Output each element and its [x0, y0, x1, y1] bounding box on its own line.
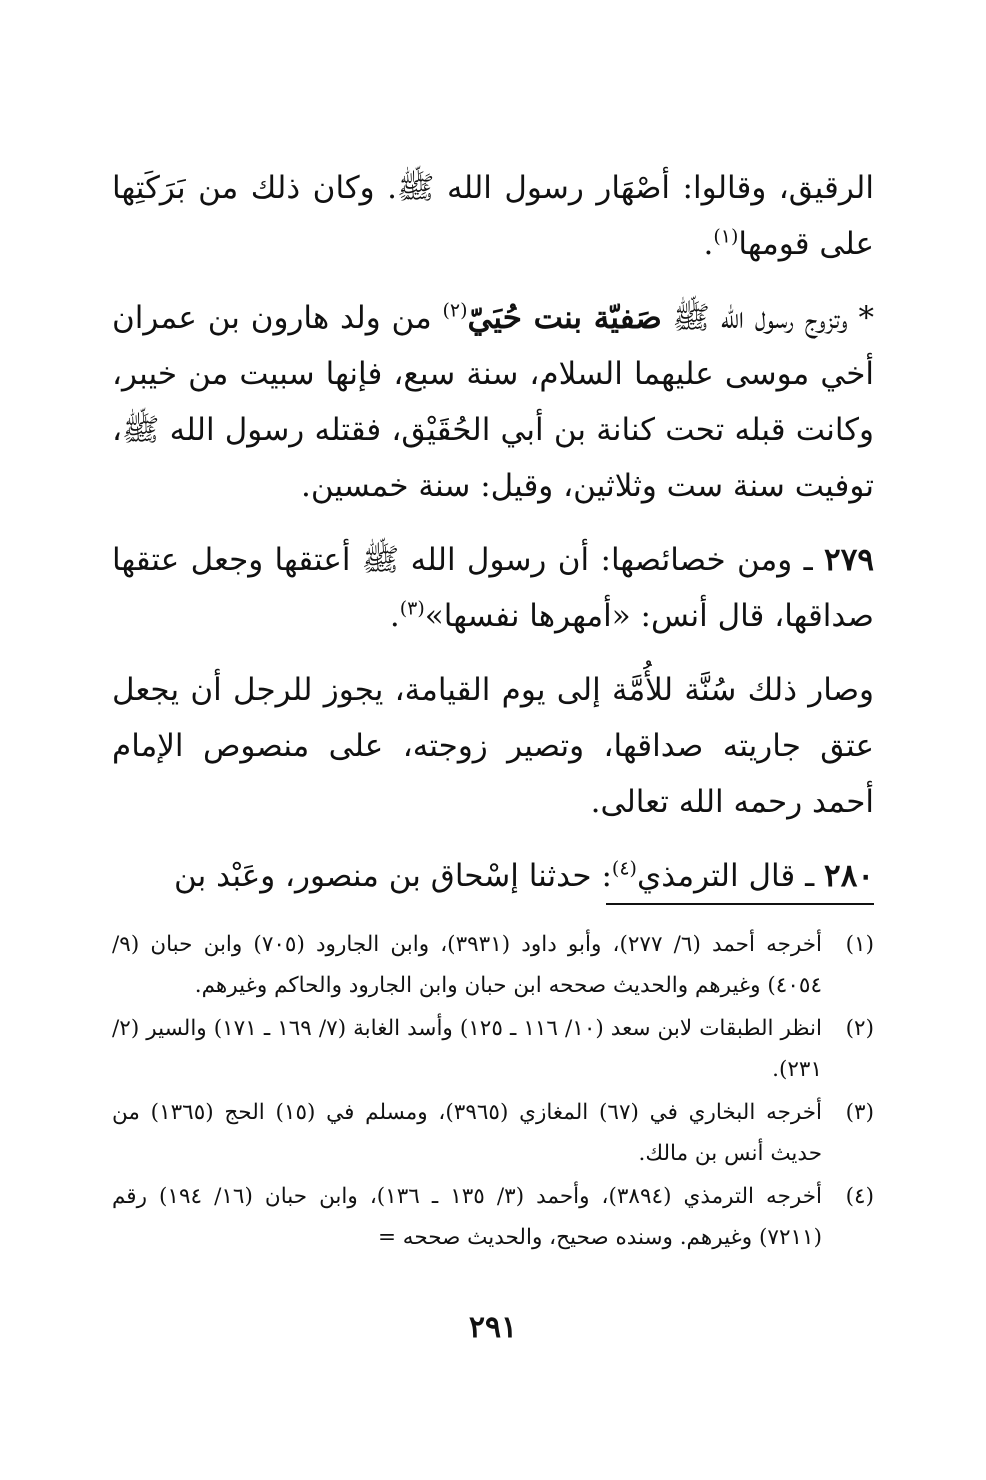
- paragraph-5-text-b: : حدثنا إسْحاق بن منصور، وعَبْد بن: [173, 858, 612, 894]
- footnote-divider: [606, 903, 874, 905]
- paragraph-4-text: وصار ذلك سُنَّة للأُمَّة إلى يوم القيامة، يجوز للرجل أن يجعل عتق جاريته صداقها، وتصير زوجته، على منصوص الإمام أحمد رحمه الله تعالى.: [112, 672, 874, 820]
- paragraph-5: [112, 848, 874, 904]
- paragraph-3-end: .: [389, 598, 400, 634]
- paragraph-4: [112, 662, 874, 830]
- footnote-3: [112, 1092, 874, 1174]
- footnote-text: أخرجه أحمد (٦/ ٢٧٧)، وأبو داود (٣٩٣١)، وابن الجارود (٧٠٥) وابن حبان (٩/ ٤٠٥٤) وغيرهم والحديث صححه ابن حبان وابن الجارود والحاكم وغيرهم.: [112, 932, 823, 998]
- safiyya-name: صَفيّة بنت حُيَيّ: [467, 300, 662, 336]
- paragraph-3: [112, 532, 874, 644]
- page-number: ٢٩١: [468, 1310, 518, 1345]
- footnote-2: [112, 1008, 874, 1090]
- footnote-1: [112, 924, 874, 1006]
- footnote-number: (٣): [845, 1100, 874, 1125]
- paragraph-2: [112, 290, 874, 514]
- main-text: [112, 160, 874, 922]
- footnote-4: [112, 1176, 874, 1258]
- footnotes: [112, 924, 874, 1260]
- footnote-ref-1: (١): [713, 225, 739, 248]
- paragraph-3-text: ـ ومن خصائصها: أن رسول الله ﷺ أعتقها وجعل عتقها صداقها، قال أنس: «أمهرها نفسها»: [112, 542, 874, 634]
- footnote-text: أخرجه الترمذي (٣٨٩٤)، وأحمد (٣/ ١٣٥ ـ ١٣٦)، وابن حبان (١٦/ ١٩٤) رقم (٧٢١١) وغيرهم. وسنده صحيح، والحديث صححه =: [112, 1184, 823, 1250]
- paragraph-2-lead: * وتزوج رسول الله ﷺ: [661, 300, 874, 336]
- footnote-number: (٤): [845, 1184, 874, 1209]
- footnote-number: (٢): [845, 1016, 874, 1041]
- paragraph-2-rest: من ولد هارون بن عمران أخي موسى عليهما السلام، سنة سبع، فإنها سبيت من خيبر، وكانت قبله تحت كنانة بن أبي الحُقَيْق، فقتله رسول الله ﷺ، توفيت سنة ست وثلاثين، وقيل: سنة خمسين.: [112, 300, 874, 504]
- footnote-text: أخرجه البخاري في (٦٧) المغازي (٣٩٦٥)، ومسلم في (١٥) الحج (١٣٦٥) من حديث أنس بن مالك.: [112, 1100, 823, 1166]
- footnote-ref-2: (٢): [442, 299, 468, 322]
- footnote-ref-3: (٣): [399, 597, 425, 620]
- hadith-number-280: ٢٨٠: [824, 858, 874, 894]
- footnote-ref-4: (٤): [611, 857, 637, 880]
- paragraph-1-end: .: [703, 226, 714, 262]
- paragraph-1: [112, 160, 874, 272]
- paragraph-1-text: الرقيق، وقالوا: أصْهَار رسول الله ﷺ. وكان ذلك من بَرَكَتِها على قومها: [112, 170, 874, 262]
- paragraph-5-text-a: ـ قال الترمذي: [636, 858, 825, 894]
- footnote-text: انظر الطبقات لابن سعد (١٠/ ١١٦ ـ ١٢٥) وأسد الغابة (٧/ ١٦٩ ـ ١٧١) والسير (٢/ ٢٣١).: [112, 1016, 823, 1082]
- footnote-number: (١): [845, 932, 874, 957]
- hadith-number-279: ٢٧٩: [824, 542, 874, 578]
